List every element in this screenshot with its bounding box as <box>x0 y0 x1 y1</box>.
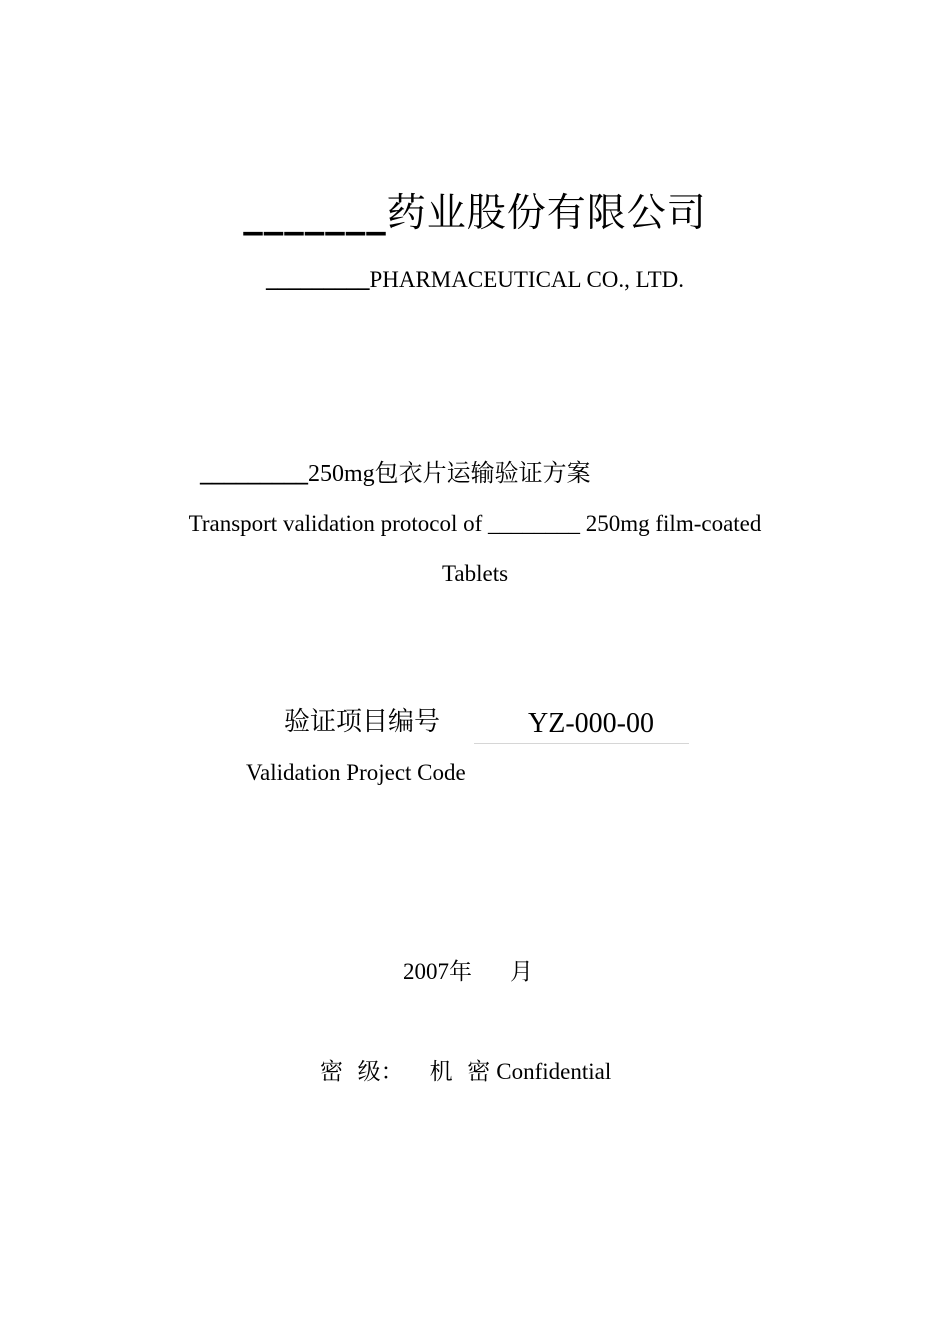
protocol-title-blank-cn: _________ <box>200 461 308 487</box>
company-name-cn-text: 药业股份有限公司 <box>386 191 707 236</box>
document-date <box>403 960 533 984</box>
protocol-title-en-line2: Tablets <box>441 561 509 586</box>
protocol-title-cn <box>200 461 591 486</box>
date-year: 2007 <box>403 959 449 984</box>
company-name-en <box>0 268 950 291</box>
confidentiality-value-cn: 机 密 <box>429 1059 491 1085</box>
project-code-label-en: Validation Project Code <box>246 760 466 785</box>
confidentiality-value-en: Confidential <box>496 1059 612 1084</box>
protocol-title-en-line1: Transport validation protocol of ________ 250mg film-coated <box>188 511 762 536</box>
project-code-value: YZ-000-00 <box>528 708 654 739</box>
company-name-blank-cn: _______ <box>243 191 387 236</box>
confidentiality-level <box>320 1060 611 1084</box>
project-code-field <box>474 705 689 744</box>
confidentiality-label: 密 级： <box>320 1059 404 1085</box>
protocol-title-cn-text: 包衣片运输验证方案 <box>374 459 591 487</box>
project-code-label-cn: 验证项目编号 <box>284 707 441 737</box>
date-month-unit: 月 <box>510 959 533 985</box>
company-name-blank-en: _________ <box>265 267 370 292</box>
company-name-en-text: PHARMACEUTICAL CO., LTD. <box>369 267 685 292</box>
protocol-title-dose: 250mg <box>308 461 375 487</box>
company-name-cn <box>0 191 950 236</box>
date-year-unit: 年 <box>449 959 472 985</box>
